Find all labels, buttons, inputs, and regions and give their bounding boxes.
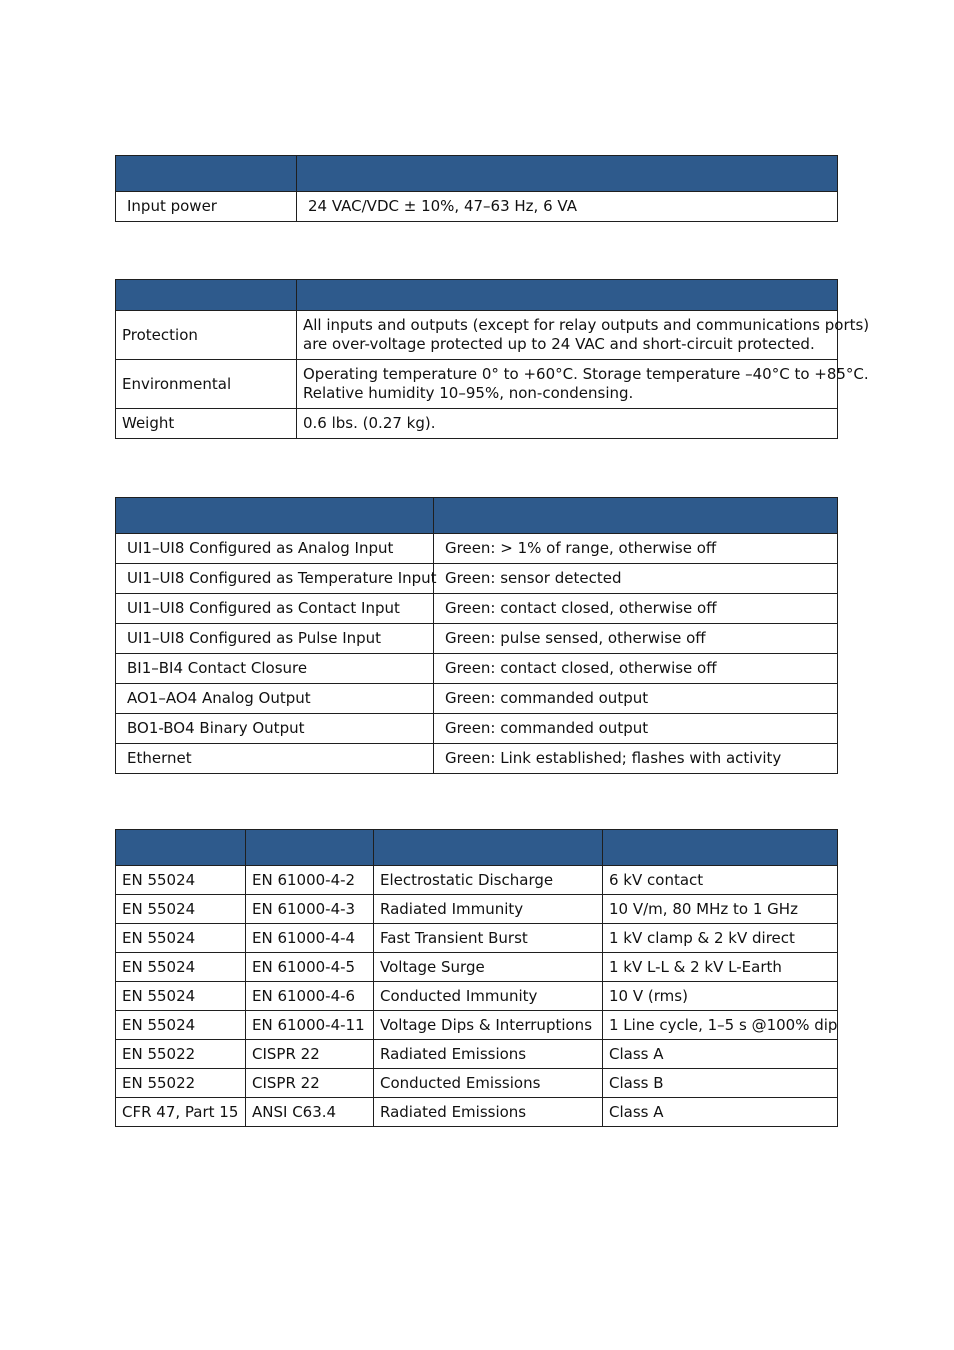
test-cell: CISPR 22 xyxy=(246,1069,374,1098)
led-indicator-table xyxy=(115,497,838,774)
row-label: Weight xyxy=(116,409,297,439)
row-value: Green: contact closed, otherwise off xyxy=(434,654,838,684)
test-cell: EN 61000-4-4 xyxy=(246,924,374,953)
description-cell: Radiated Emissions xyxy=(374,1098,603,1127)
row-label: AO1–AO4 Analog Output xyxy=(116,684,434,714)
standard-cell: EN 55022 xyxy=(116,1040,246,1069)
description-cell: Radiated Immunity xyxy=(374,895,603,924)
level-cell: Class B xyxy=(603,1069,838,1098)
test-cell: EN 61000-4-3 xyxy=(246,895,374,924)
description-cell: Electrostatic Discharge xyxy=(374,866,603,895)
row-value: Green: commanded output xyxy=(434,714,838,744)
table-row xyxy=(116,409,838,439)
header-cell xyxy=(297,280,838,311)
row-label: BO1-BO4 Binary Output xyxy=(116,714,434,744)
power-spec-table xyxy=(115,155,838,222)
table-row xyxy=(116,311,838,360)
table-row xyxy=(116,1098,838,1127)
row-value: Green: Link established; flashes with activity xyxy=(434,744,838,774)
row-label: Input power xyxy=(116,192,297,222)
row-label: UI1–UI8 Configured as Analog Input xyxy=(116,534,434,564)
emc-compliance-table xyxy=(115,829,838,1127)
table-row xyxy=(116,1069,838,1098)
table-row xyxy=(116,1040,838,1069)
description-cell: Radiated Emissions xyxy=(374,1040,603,1069)
table-header-row xyxy=(116,830,838,866)
table-row xyxy=(116,564,838,594)
description-cell: Voltage Surge xyxy=(374,953,603,982)
table-row xyxy=(116,866,838,895)
description-cell: Conducted Emissions xyxy=(374,1069,603,1098)
table-header-row xyxy=(116,280,838,311)
header-cell xyxy=(116,498,434,534)
row-value: Green: > 1% of range, otherwise off xyxy=(434,534,838,564)
table-row xyxy=(116,953,838,982)
header-cell xyxy=(246,830,374,866)
row-value xyxy=(297,360,869,409)
row-value: Green: contact closed, otherwise off xyxy=(434,594,838,624)
level-cell: 1 Line cycle, 1–5 s @100% dip xyxy=(603,1011,838,1040)
row-value: 24 VAC/VDC ± 10%, 47–63 Hz, 6 VA xyxy=(297,192,838,222)
row-label: UI1–UI8 Configured as Pulse Input xyxy=(116,624,434,654)
row-value xyxy=(297,311,870,360)
standard-cell: EN 55022 xyxy=(116,1069,246,1098)
row-value-line: All inputs and outputs (except for relay outputs and communications ports) xyxy=(303,316,870,334)
test-cell: EN 61000-4-2 xyxy=(246,866,374,895)
level-cell: 10 V/m, 80 MHz to 1 GHz xyxy=(603,895,838,924)
row-value: Green: commanded output xyxy=(434,684,838,714)
standard-cell: EN 55024 xyxy=(116,866,246,895)
row-label: Protection xyxy=(116,311,297,360)
table-row xyxy=(116,624,838,654)
row-value-line: are over-voltage protected up to 24 VAC and short-circuit protected. xyxy=(303,335,815,353)
header-cell xyxy=(116,830,246,866)
table-row xyxy=(116,744,838,774)
header-cell xyxy=(374,830,603,866)
test-cell: CISPR 22 xyxy=(246,1040,374,1069)
row-label: Ethernet xyxy=(116,744,434,774)
level-cell: Class A xyxy=(603,1040,838,1069)
table-header-row xyxy=(116,498,838,534)
level-cell: 10 V (rms) xyxy=(603,982,838,1011)
row-label: BI1–BI4 Contact Closure xyxy=(116,654,434,684)
standard-cell: EN 55024 xyxy=(116,1011,246,1040)
general-spec-table xyxy=(115,279,870,439)
standard-cell: CFR 47, Part 15 xyxy=(116,1098,246,1127)
level-cell: 1 kV L-L & 2 kV L-Earth xyxy=(603,953,838,982)
table-row xyxy=(116,895,838,924)
row-label: UI1–UI8 Configured as Temperature Input xyxy=(116,564,434,594)
test-cell: EN 61000-4-11 xyxy=(246,1011,374,1040)
row-label: UI1–UI8 Configured as Contact Input xyxy=(116,594,434,624)
description-cell: Fast Transient Burst xyxy=(374,924,603,953)
row-value: 0.6 lbs. (0.27 kg). xyxy=(297,409,838,439)
test-cell: EN 61000-4-5 xyxy=(246,953,374,982)
header-cell xyxy=(603,830,838,866)
level-cell: 1 kV clamp & 2 kV direct xyxy=(603,924,838,953)
table-row xyxy=(116,192,838,222)
row-value: Green: sensor detected xyxy=(434,564,838,594)
header-cell xyxy=(434,498,838,534)
table-row xyxy=(116,360,838,409)
description-cell: Voltage Dips & Interruptions xyxy=(374,1011,603,1040)
row-value-line: Relative humidity 10–95%, non-condensing. xyxy=(303,384,634,402)
table-row xyxy=(116,714,838,744)
standard-cell: EN 55024 xyxy=(116,953,246,982)
table-row xyxy=(116,924,838,953)
header-cell xyxy=(116,156,297,192)
standard-cell: EN 55024 xyxy=(116,895,246,924)
test-cell: ANSI C63.4 xyxy=(246,1098,374,1127)
description-cell: Conducted Immunity xyxy=(374,982,603,1011)
table-row xyxy=(116,684,838,714)
header-cell xyxy=(297,156,838,192)
row-value: Green: pulse sensed, otherwise off xyxy=(434,624,838,654)
test-cell: EN 61000-4-6 xyxy=(246,982,374,1011)
header-cell xyxy=(116,280,297,311)
table-row xyxy=(116,1011,838,1040)
standard-cell: EN 55024 xyxy=(116,924,246,953)
level-cell: 6 kV contact xyxy=(603,866,838,895)
table-row xyxy=(116,534,838,564)
standard-cell: EN 55024 xyxy=(116,982,246,1011)
table-row xyxy=(116,594,838,624)
level-cell: Class A xyxy=(603,1098,838,1127)
table-row xyxy=(116,982,838,1011)
table-header-row xyxy=(116,156,838,192)
row-value-line: Operating temperature 0° to +60°C. Storage temperature –40°C to +85°C. xyxy=(303,365,869,383)
row-label: Environmental xyxy=(116,360,297,409)
table-row xyxy=(116,654,838,684)
